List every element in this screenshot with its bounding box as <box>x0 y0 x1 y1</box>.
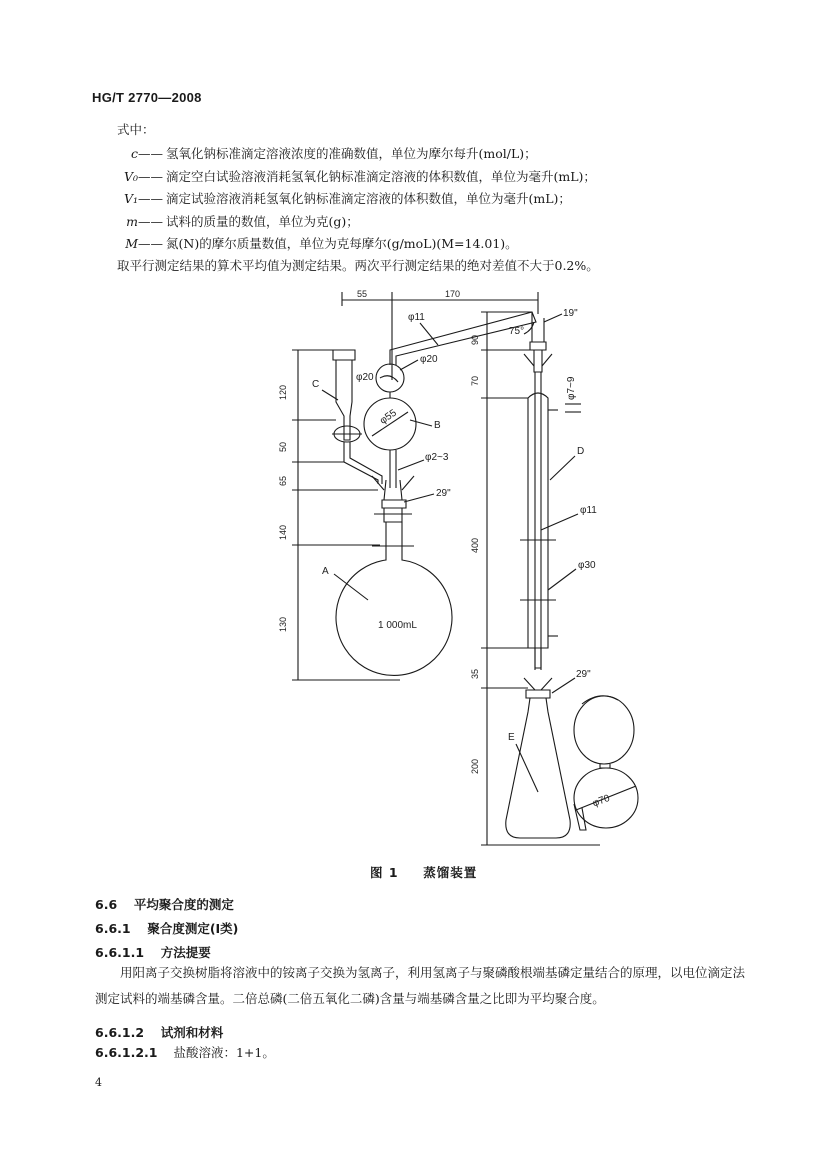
figure-number: 图 1 <box>370 865 399 880</box>
where-label: 式中： <box>117 122 155 137</box>
section-number: 6.6.1.2.1 <box>95 1045 158 1060</box>
dim-35: 35 <box>470 668 480 679</box>
joint-29-bottom: 29" <box>576 669 591 680</box>
definition-c: c—— 氢氧化钠标准滴定溶液浓度的准确数值，单位为摩尔每升(mol/L)； <box>92 148 537 161</box>
dim-50: 50 <box>278 441 288 452</box>
section-number: 6.6 <box>95 897 118 912</box>
dim-65: 65 <box>278 475 288 486</box>
definition-text: 试料的质量的数值，单位为克(g)； <box>166 214 359 229</box>
dim-130: 130 <box>278 616 288 632</box>
dim-phi11-top: φ11 <box>408 312 425 323</box>
dim-170: 170 <box>445 289 461 299</box>
definition-M: M—— 氮(N)的摩尔质量数值，单位为克每摩尔(g/moL)(M=14.01)。 <box>92 238 518 251</box>
page-number: 4 <box>95 1076 102 1089</box>
section-text: 盐酸溶液：1+1。 <box>173 1045 275 1060</box>
definition-text: 滴定空白试验溶液消耗氢氧化钠标准滴定溶液的体积数值，单位为毫升(mL)； <box>166 169 596 184</box>
splash-bulb <box>356 354 438 398</box>
label-d: D <box>577 446 585 457</box>
section-title: 聚合度测定(Ⅰ类) <box>147 921 239 936</box>
dim-70: 70 <box>470 375 480 386</box>
definition-text: 氢氧化钠标准滴定溶液浓度的准确数值，单位为摩尔每升(mol/L)； <box>166 146 537 161</box>
label-a: A <box>322 566 329 577</box>
dim-90: 90 <box>470 334 480 345</box>
symbol-c: c <box>130 146 138 161</box>
bulb-b <box>364 398 441 488</box>
absorption-bulbs <box>574 696 638 830</box>
section-6-6-1 <box>95 919 238 937</box>
section-6-6 <box>95 895 234 913</box>
condenser-d <box>520 308 597 670</box>
label-c: C <box>312 379 320 390</box>
joint-19: 19" <box>563 308 578 319</box>
definition-v1: V₁—— 滴定试验溶液消耗氢氧化钠标准滴定溶液的体积数值，单位为毫升(mL)； <box>92 193 571 206</box>
flask-joint <box>372 452 451 522</box>
section-title: 方法提要 <box>160 945 211 960</box>
dim-phi30: φ30 <box>578 560 596 571</box>
section-number: 6.6.1 <box>95 921 131 936</box>
dim-400: 400 <box>470 537 480 553</box>
figure-title: 蒸馏装置 <box>423 865 478 880</box>
dim-phi70: φ70 <box>591 792 612 810</box>
symbol-v0: V₀ <box>123 169 138 184</box>
dim-phi7-9: φ7~9 <box>566 376 577 400</box>
symbol-v1: V₁ <box>123 191 138 206</box>
definition-text: 滴定试验溶液消耗氢氧化钠标准滴定溶液的体积数值，单位为毫升(mL)； <box>166 191 571 206</box>
section-number: 6.6.1.2 <box>95 1025 145 1040</box>
definition-m: m—— 试料的质量的数值，单位为克(g)； <box>92 216 359 229</box>
label-e: E <box>508 732 515 743</box>
symbol-M: M <box>125 236 138 251</box>
method-paragraph: 用阳离子交换树脂将溶液中的铵离子交换为氢离子，利用氢离子与聚磷酸根端基磷定量结合的原理，以电位滴定法测定试料的端基磷含量。二倍总磷(二倍五氧化二磷)含量与端基磷含量之比即为平均聚合度。 <box>95 965 746 1006</box>
section-6-6-1-1 <box>95 943 211 961</box>
label-b: B <box>434 420 441 431</box>
dim-200: 200 <box>470 758 480 774</box>
dim-120: 120 <box>278 384 288 400</box>
result-note: 取平行测定结果的算术平均值为测定结果。两次平行测定结果的绝对差值不大于0.2%。 <box>117 258 599 273</box>
standard-number: HG/T 2770—2008 <box>92 90 202 105</box>
symbol-m: m <box>126 214 138 229</box>
section-title: 平均聚合度的测定 <box>133 897 234 912</box>
definition-v0: V₀—— 滴定空白试验溶液消耗氢氧化钠标准滴定溶液的体积数值，单位为毫升(mL)； <box>92 171 596 184</box>
section-number: 6.6.1.1 <box>95 945 145 960</box>
section-title: 试剂和材料 <box>160 1025 224 1040</box>
figure-caption <box>370 863 477 881</box>
dim-phi11-mid: φ11 <box>580 505 597 516</box>
section-6-6-1-2 <box>95 1023 223 1041</box>
connecting-tube <box>390 312 536 365</box>
dim-phi20-a: φ20 <box>356 372 374 383</box>
dim-140: 140 <box>278 524 288 540</box>
angle-75: 75° <box>509 326 525 337</box>
dim-phi20-b: φ20 <box>420 354 438 365</box>
dim-55: 55 <box>357 289 368 299</box>
section-6-6-1-2-1 <box>95 1047 275 1060</box>
definition-text: 氮(N)的摩尔质量数值，单位为克每摩尔(g/moL)(M=14.01)。 <box>166 236 518 251</box>
funnel-c <box>312 350 382 484</box>
dim-phi55: φ55 <box>378 407 399 427</box>
dim-phi2-3: φ2~3 <box>425 452 449 463</box>
distillation-apparatus-diagram <box>262 278 682 848</box>
joint-29-top: 29" <box>436 488 451 499</box>
flask-volume: 1 000mL <box>378 620 417 631</box>
